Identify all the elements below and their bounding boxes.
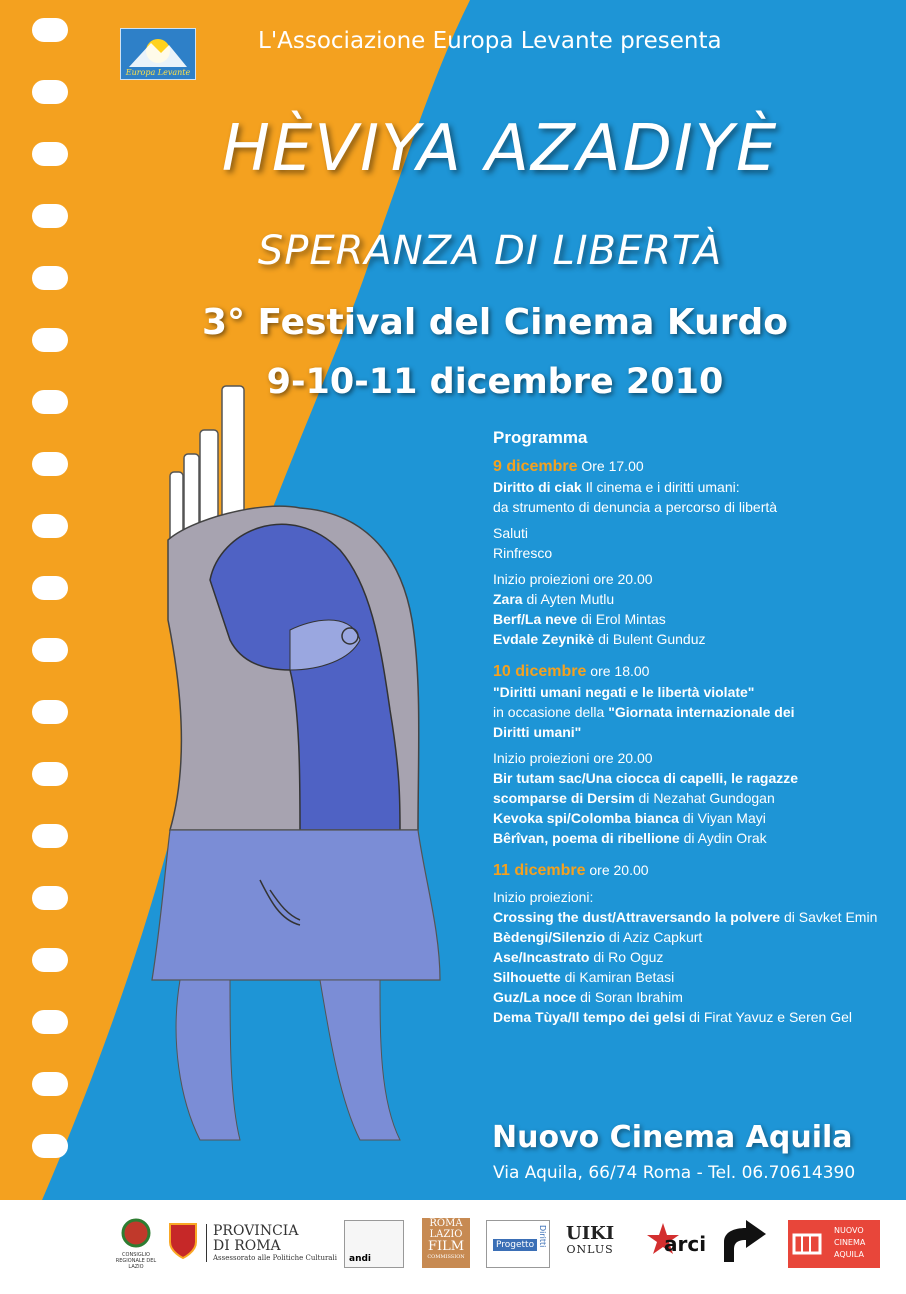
day1-date: 9 dicembre	[493, 458, 578, 475]
film-entry: Silhouette di Kamiran Betasi	[493, 969, 675, 985]
regione-lazio-logo: CONSIGLIO REGIONALE DEL LAZIO	[110, 1218, 162, 1270]
day2-occasion-c: Diritti umani"	[493, 724, 582, 740]
film-entry: Zara di Ayten Mutlu	[493, 591, 615, 607]
poster-subtitle: SPERANZA DI LIBERTÀ	[257, 228, 723, 274]
day1-talk-rest: Il cinema e i diritti umani:	[585, 479, 740, 495]
venue-address: Via Aquila, 66/74 Roma - Tel. 06.70614390	[493, 1163, 856, 1183]
logo-caption: Europa Levante	[125, 68, 191, 77]
film-entry: Evdale Zeynikè di Bulent Gunduz	[493, 631, 706, 647]
festival-name: 3° Festival del Cinema Kurdo	[201, 302, 789, 343]
andi-logo: andi	[344, 1220, 404, 1268]
day3-screenings: Inizio proiezioni:	[493, 889, 594, 905]
day1-time: Ore 17.00	[581, 458, 644, 474]
film-entry: Bêrîvan, poema di ribellione di Aydin Orak	[493, 830, 767, 846]
presenter-line	[258, 28, 722, 54]
film-entry: Crossing the dust/Attraversando la polvere di Savket Emin	[493, 909, 878, 925]
figure-illustration	[150, 380, 450, 1160]
presenter-verb: presenta	[620, 28, 722, 54]
day1-rinfresco: Rinfresco	[493, 545, 553, 561]
program	[493, 428, 893, 1027]
day1-talk-line2: da strumento di denuncia a percorso di libertà	[493, 499, 778, 515]
program-heading: Programma	[493, 428, 588, 447]
film-entry: Berf/La neve di Erol Mintas	[493, 611, 666, 627]
day2-occasion-b: "Giornata internazionale dei	[608, 704, 795, 720]
arrow-logo	[720, 1218, 774, 1268]
film-entry: Guz/La noce di Soran Ibrahim	[493, 989, 683, 1005]
nuovo-cinema-aquila-logo: NUOVO CINEMA AQUILA	[788, 1220, 880, 1268]
film-entry: Ase/Incastrato di Ro Oguz	[493, 949, 664, 965]
day2-time: ore 18.00	[590, 663, 650, 679]
venue-name: Nuovo Cinema Aquila	[492, 1120, 853, 1155]
presenter-org: L'Associazione Europa Levante	[258, 28, 613, 54]
mountain-sun-icon	[121, 29, 195, 69]
day1-talk-title: Diritto di ciak	[493, 479, 582, 495]
sponsor-footer: CONSIGLIO REGIONALE DEL LAZIO PROVINCIA DI ROMA Assessorato alle Politiche Culturali andi ROMA LAZIO FILM COMMISSION Progetto Diritti UIKI ONLUS arci NUOVO CINEMA AQUILA	[0, 1200, 906, 1294]
day2-date: 10 dicembre	[493, 663, 587, 680]
poster-title: HÈVIYA AZADIYÈ	[221, 112, 779, 186]
europa-levante-logo	[120, 28, 196, 80]
festival-dates: 9-10-11 dicembre 2010	[266, 362, 724, 402]
film-entry: scomparse di Dersim di Nezahat Gundogan	[493, 790, 775, 806]
film-entry: Bèdengi/Silenzio di Aziz Capkurt	[493, 929, 703, 945]
day2-talk-title: "Diritti umani negati e le libertà violate"	[493, 684, 755, 700]
film-entry: Dema Tùya/Il tempo dei gelsi di Firat Yavuz e Seren Gel	[493, 1009, 852, 1025]
day2-occasion-a: in occasione della	[493, 704, 605, 720]
roma-lazio-film-commission-logo: ROMA LAZIO FILM COMMISSION	[422, 1218, 470, 1268]
day3-date: 11 dicembre	[493, 862, 586, 879]
emblem-icon	[121, 1218, 151, 1248]
progetto-diritti-logo: Progetto Diritti	[486, 1220, 550, 1268]
day1-screenings: Inizio proiezioni ore 20.00	[493, 571, 653, 587]
day2-screenings: Inizio proiezioni ore 20.00	[493, 750, 653, 766]
film-entry: Bir tutam sac/Una ciocca di capelli, le ragazze	[493, 770, 799, 786]
arci-logo: arci	[646, 1222, 708, 1262]
film-icon	[792, 1229, 822, 1259]
shield-icon	[168, 1220, 198, 1260]
film-entry: Kevoka spi/Colomba bianca di Viyan Mayi	[493, 810, 766, 826]
uiki-logo: UIKI ONLUS	[566, 1223, 615, 1256]
day1-saluti: Saluti	[493, 525, 529, 541]
arrow-icon	[720, 1218, 774, 1268]
day3-time: ore 20.00	[589, 862, 649, 878]
